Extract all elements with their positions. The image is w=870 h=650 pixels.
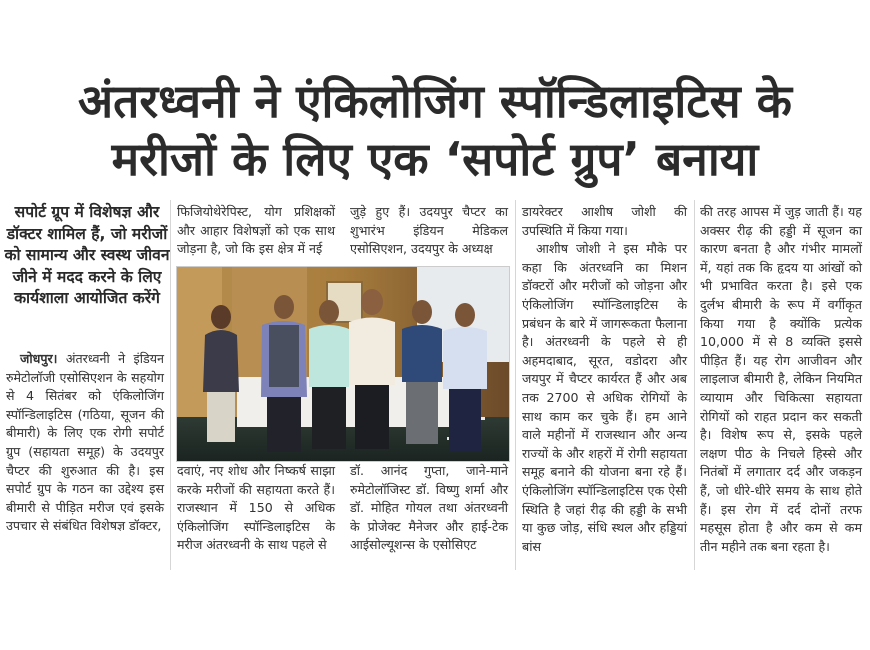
column-2-top-text: फिजियोथेरेपिस्ट, योग प्रशिक्षकों और आहार विशेषज्ञों को एक साथ जोड़ना है, जो कि इस क्षेत्र में नई: [177, 204, 335, 257]
column-divider: [694, 200, 695, 570]
column-4: [522, 203, 687, 556]
column-divider: [170, 200, 171, 570]
column-3-bottom: [350, 462, 508, 555]
column-1-text: अंतरध्वनी ने इंडियन रुमेटोलॉजी एसोसिएशन के सहयोग से 4 सितंबर को एंकिलोजिंग स्पॉन्डिलाइटिस (गठिया, सूजन की बीमारी) के लिए एक रोगी सपोर्ट ग्रुप (सहायता समूह) के उदयपुर चैप्टर की शुरुआत की है। इस सपोर्ट ग्रुप के गठन का उद्देश्य इस बीमारी से पीड़ित मरीज एवं इसके उपचार से संबंधित विशेषज्ञ डॉक्टर,: [6, 351, 164, 534]
column-5-text: की तरह आपस में जुड़ जाती हैं। यह अक्सर रीढ़ की हड्डी में सूजन का कारण बनता है और गंभीर मामलों में, यहां तक कि हृदय या आंखों को भी प्रभावित करता है। इसे एक दुर्लभ बीमारी के रूप में वर्गीकृत किया गया है क्योंकि प्रत्येक 10,000 में से 8 व्यक्ति इससे पीड़ित हैं। यह रोग आजीवन और लाइलाज बीमारी है, लेकिन नियमित व्यायाम और चिकित्सा सहायता रोगियों को राहत प्रदान कर सकती है। विशेष रूप से, इसके पहले लक्षण पीठ के निचले हिस्से और नितंबों में लगातार दर्द और जकड़न हैं, जो धीरे-धीरे समय के साथ होते हैं। इस रोग में दर्द दोनों तरफ महसूस होता है और कम से कम तीन महीने तक बना रहता है।: [700, 204, 862, 554]
column-3-bottom-text: डॉ. आनंद गुप्ता, जाने-माने रुमेटोलॉजिस्ट डॉ. विष्णु शर्मा और डॉ. मोहित गोयल तथा अंतरध्वनी के प्रोजेक्ट मैनेजर और हाई-टेक आईसोल्यूशन्स के एसोसिएट: [350, 463, 508, 553]
column-2-top: [177, 203, 335, 259]
headline-line-1: अंतरध्वनी ने एंकिलोजिंग स्पॉन्डिलाइटिस के: [78, 74, 792, 128]
column-2-bottom: [177, 462, 335, 555]
column-4-para-1: डायरेक्टर आशीष जोशी की उपस्थिति में किया गया।: [522, 204, 687, 238]
column-4-para-2: आशीष जोशी ने इस मौके पर कहा कि अंतरध्वनि का मिशन डॉक्टरों और मरीजों को जोड़ना और एंकिलोजिंग स्पॉन्डिलाइटिस के प्रबंधन के बारे में जागरूकता फैलाना है। अंतरध्वनी के पहले से ही अहमदाबाद, सूरत, वडोदरा और जयपुर में चैप्टर कार्यरत हैं और अब तक 2700 से अधिक रोगियों के साथ काम कर चुके हैं। हम आने वाले महीनों में राजस्थान और अन्य राज्यों के और शहरों में रोगी सहायता समूह बनाने की योजना बना रहे हैं। एंकिलोजिंग स्पॉन्डिलाइटिस एक ऐसी स्थिति है जहां रीढ़ की हड्डी के सभी या कुछ जोड़, संधि स्थल और हड्डियां बांस: [522, 241, 687, 554]
headline-line-2: मरीजों के लिए एक ‘सपोर्ट ग्रुप’ बनाया: [111, 132, 759, 186]
column-1: [6, 350, 164, 536]
column-3-top-text: जुड़े हुए हैं। उदयपुर चैप्टर का शुभारंभ इंडियन मेडिकल एसोसिएशन, उदयपुर के अध्यक्ष: [350, 204, 508, 257]
column-divider: [515, 200, 516, 570]
group-photo: [176, 266, 510, 462]
column-3-top: [350, 203, 508, 259]
subheadline: सपोर्ट ग्रूप में विशेषज्ञ और डॉक्टर शामिल हैं, जो मरीजों को सामान्य और स्वस्थ जीवन जीने में मदद करने के लिए कार्यशाला आयोजित करेंगे: [4, 203, 170, 307]
column-5: [700, 203, 862, 556]
column-2-bottom-text: दवाएं, नए शोध और निष्कर्ष साझा करके मरीजों की सहायता करते हैं। राजस्थान में 150 से अधिक एंकिलोजिंग स्पॉन्डिलाइटिस के मरीज अंतरध्वनी के साथ पहले से: [177, 463, 335, 553]
dateline: जोधपुर।: [20, 351, 58, 366]
group-photo-image: [177, 267, 509, 461]
